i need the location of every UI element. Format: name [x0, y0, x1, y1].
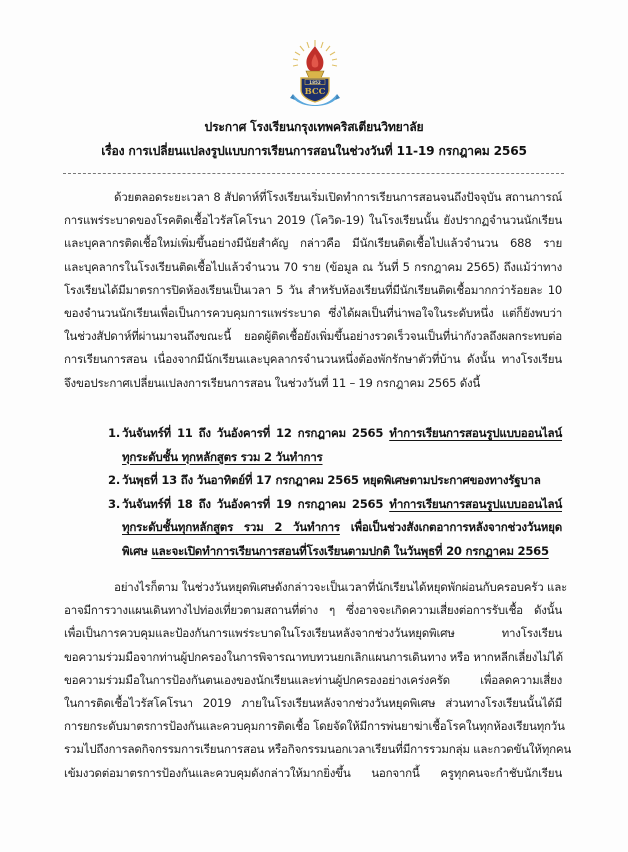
paragraph-line: การเรียนการสอน เนื่องจากมีนักเรียนและบุคลากรจำนวนหนึ่งต้องพักรักษาตัวที่บ้าน ดังนั้น ทางโรงเรียน	[64, 352, 562, 367]
dashed-divider	[63, 173, 564, 174]
schedule-text: พิเศษ	[122, 543, 152, 558]
schedule-line	[122, 493, 562, 517]
paragraph-line: ด้วยตลอดระยะเวลา 8 สัปดาห์ที่โรงเรียนเริ่มเปิดทำการเรียนการสอนจนถึงปัจจุบัน สถานการณ์	[114, 190, 562, 204]
paragraph-line: โรงเรียนได้มีมาตรการปิดห้องเรียนเป็นเวลา 5 วัน สำหรับห้องเรียนที่มีนักเรียนติดเชื้อมากกว่าร้อยละ 10	[64, 282, 562, 297]
schedule-line	[122, 516, 562, 540]
paragraph-line: ในช่วงสัปดาห์ที่ผ่านมาจนถึงขณะนี้ ยอดผู้ติดเชื้อยังเพิ่มขึ้นอย่างรวดเร็วจนเป็นที่น่ากังวลถึงผลกระทบต่อ	[64, 329, 562, 344]
schedule-line	[122, 422, 562, 446]
list-number: 1.	[108, 426, 120, 440]
paragraph-line: และบุคลากรติดเชื้อใหม่เพิ่มขึ้นอย่างมีนัยสำคัญ กล่าวคือ มีนักเรียนติดเชื้อไปแล้วจำนวน 688 ราย	[64, 236, 562, 251]
paragraph-line: เข้มงวดต่อมาตรการป้องกันและควบคุมดังกล่าวให้มากยิ่งขึ้น นอกจากนี้ ครูทุกคนจะกำชับนักเรียน	[64, 765, 562, 780]
announcement-subject: เรื่อง การเปลี่ยนแปลงรูปแบบการเรียนการสอนในช่วงวันที่ 11-19 กรกฎาคม 2565	[101, 144, 527, 158]
schedule-line: วันพุธที่ 13 ถึง วันอาทิตย์ที่ 17 กรกฎาคม 2565 หยุดพิเศษตามประกาศของทางรัฐบาล	[122, 473, 541, 488]
paragraph-line: การยกระดับมาตรการป้องกันและควบคุมการติดเชื้อ โดยจัดให้มีการพ่นยาฆ่าเชื้อโรคในทุกห้องเรียนทุกวัน	[64, 719, 565, 734]
list-number: 2.	[108, 473, 120, 488]
schedule-text: เพื่อเป็นช่วงสังเกตอาการหลังจากช่วงวันหยุด	[339, 520, 562, 535]
intro-paragraph	[64, 186, 562, 395]
schedule-line	[122, 540, 562, 564]
announcement-title: ประกาศ โรงเรียนกรุงเทพคริสเตียนวิทยาลัย	[204, 120, 424, 134]
schedule-item-3	[100, 493, 562, 564]
svg-text:BCC: BCC	[304, 87, 326, 97]
schedule-underlined-text: ทำการเรียนการสอนรูปแบบออนไลน์	[389, 496, 562, 511]
schedule-underlined-text: ทุกระดับชั้น ทุกหลักสูตร รวม 2 วันทำการ	[122, 449, 323, 464]
schedule-underlined-text: ทำการเรียนการสอนรูปแบบออนไลน์	[389, 426, 562, 440]
svg-text:1852: 1852	[309, 79, 321, 85]
paragraph-line: ของจำนวนนักเรียนเพื่อเป็นการควบคุมการแพร่ระบาด ซึ่งได้ผลเป็นที่น่าพอใจในระดับหนึ่ง แต่ก็ยังพบว่า	[64, 305, 562, 320]
paragraph-line: การแพร่ระบาดของโรคติดเชื้อไวรัสโคโรนา 2019 (โควิด-19) ในโรงเรียนนั้น ยังปรากฏจำนวนนักเรียน	[64, 213, 562, 228]
paragraph-line: ในการติดเชื้อไวรัสโคโรนา 2019 ภายในโรงเรียนหลังจากช่วงวันหยุดพิเศษ ส่วนทางโรงเรียนนั้นได้มี	[64, 695, 562, 710]
school-crest-logo	[289, 38, 341, 106]
paragraph-line: อาจมีการวางแผนเดินทางไปท่องเที่ยวตามสถานที่ต่าง ๆ ซึ่งอาจจะเกิดความเสี่ยงต่อการรับเชื้อ ดังนั้น	[64, 603, 562, 618]
schedule-date: วันจันทร์ที่ 18 ถึง วันอังคารที่ 19 กรกฎาคม 2565	[122, 496, 390, 511]
schedule-underlined-text: ทุกระดับชั้นทุกหลักสูตร รวม 2 วันทำการ	[122, 520, 340, 535]
schedule-line	[122, 446, 562, 470]
schedule-list	[100, 422, 562, 564]
advisory-paragraph	[64, 576, 572, 785]
schedule-item-2	[100, 469, 562, 493]
schedule-item-1	[100, 422, 562, 469]
schedule-underlined-text: และจะเปิดทำการเรียนการสอนที่โรงเรียนตามปกติ ในวันพุธที่ 20 กรกฎาคม 2565	[151, 543, 549, 558]
paragraph-line: จึงขอประกาศเปลี่ยนแปลงการเรียนการสอน ในช่วงวันที่ 11 – 19 กรกฎาคม 2565 ดังนี้	[64, 375, 481, 390]
paragraph-line: ขอความร่วมมือในการป้องกันตนเองของนักเรียนและท่านผู้ปกครองอย่างเคร่งครัด เพื่อลดความเสี่ยง	[64, 672, 562, 687]
school-crest-torch-icon	[289, 38, 341, 106]
schedule-date: วันจันทร์ที่ 11 ถึง วันอังคารที่ 12 กรกฎาคม 2565	[122, 426, 390, 440]
paragraph-line: อย่างไรก็ตาม ในช่วงวันหยุดพิเศษดังกล่าวจะเป็นเวลาที่นักเรียนได้หยุดพักผ่อนกับครอบครัว และ	[114, 580, 568, 594]
paragraph-line: และบุคลากรในโรงเรียนติดเชื้อไปแล้วจำนวน 70 ราย (ข้อมูล ณ วันที่ 5 กรกฎาคม 2565) ถึงแม้ว่าทาง	[64, 259, 562, 274]
paragraph-line: รวมไปถึงการลดกิจกรรมการเรียนการสอน หรือกิจกรรมนอกเวลาเรียนที่มีการรวมกลุ่ม และกวดขันให้ทุกคน	[64, 742, 572, 757]
paragraph-line: ขอความร่วมมือจากท่านผู้ปกครองในการพิจารณาทบทวนยกเลิกแผนการเดินทาง หรือ หากหลีกเลี่ยงไม่ได้	[64, 649, 563, 664]
list-number: 3.	[108, 496, 120, 511]
paragraph-line: เพื่อเป็นการควบคุมและป้องกันการแพร่ระบาดในโรงเรียนหลังจากช่วงวันหยุดพิเศษ ทางโรงเรียน	[64, 626, 562, 641]
